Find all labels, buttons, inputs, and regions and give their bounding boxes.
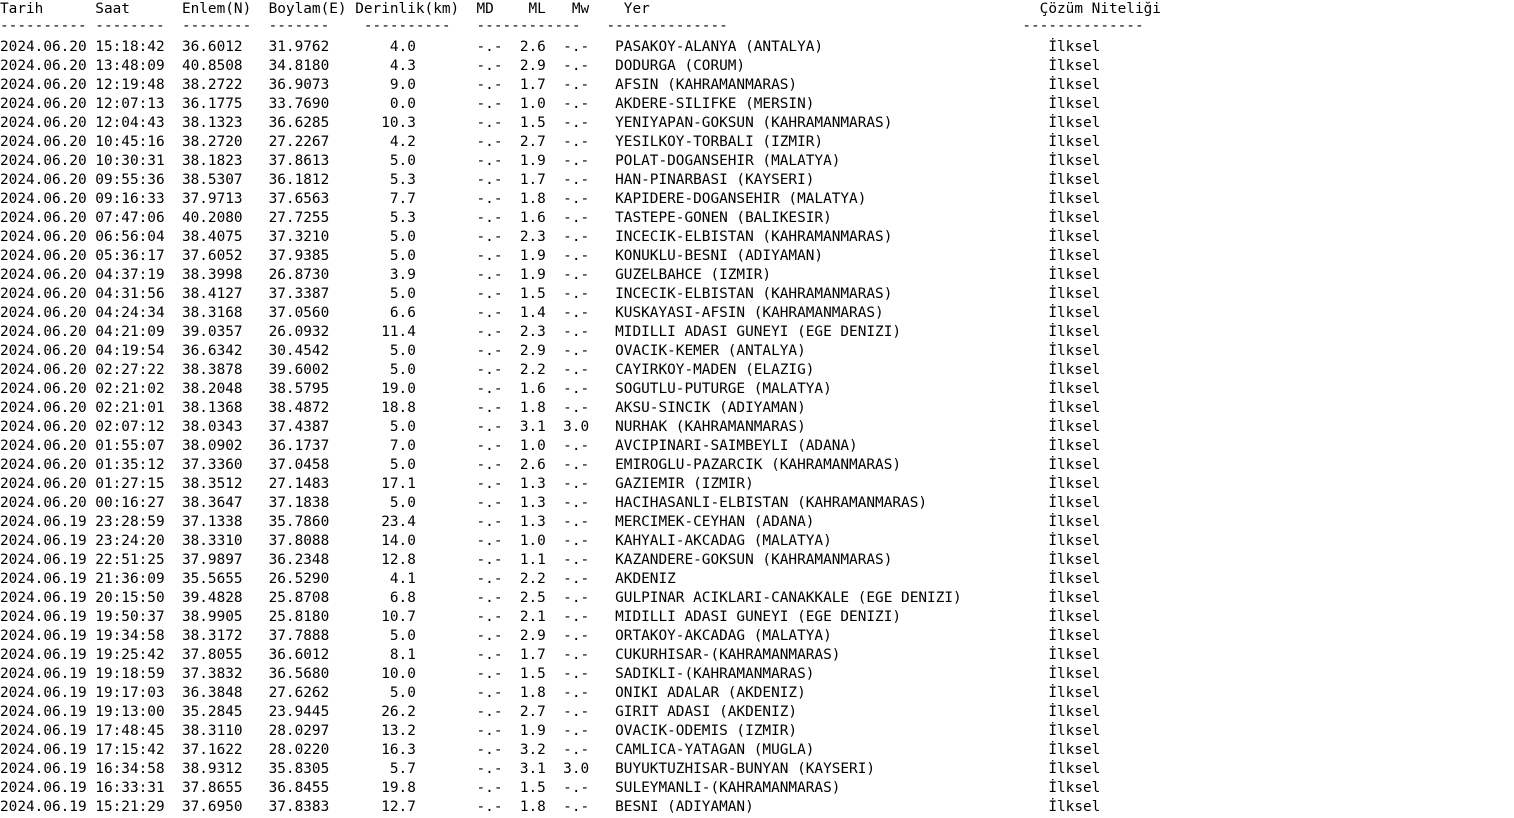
table-row: 2024.06.20 10:30:31 38.1823 37.8613 5.0 -.- 1.9 -.- POLAT-DOGANSEHIR (MALATYA) İlksel [0,153,1101,169]
table-row: 2024.06.20 02:07:12 38.0343 37.4387 5.0 -.- 3.1 3.0 NURHAK (KAHRAMANMARAS) İlksel [0,419,1101,435]
table-row: 2024.06.20 12:07:13 36.1775 33.7690 0.0 -.- 1.0 -.- AKDERE-SILIFKE (MERSIN) İlksel [0,96,1101,112]
table-row: 2024.06.19 16:34:58 38.9312 35.8305 5.7 -.- 3.1 3.0 BUYUKTUZHISAR-BUNYAN (KAYSERI) İlksel [0,761,1101,777]
table-row: 2024.06.19 19:17:03 36.3848 27.6262 5.0 -.- 1.8 -.- ONIKI ADALAR (AKDENIZ) İlksel [0,685,1101,701]
table-row: 2024.06.20 12:19:48 38.2722 36.9073 9.0 -.- 1.7 -.- AFSIN (KAHRAMANMARAS) İlksel [0,77,1101,93]
table-row: 2024.06.20 10:45:16 38.2720 27.2267 4.2 -.- 2.7 -.- YESILKOY-TORBALI (IZMIR) İlksel [0,134,1101,150]
table-row: 2024.06.20 04:24:34 38.3168 37.0560 6.6 -.- 1.4 -.- KUSKAYASI-AFSIN (KAHRAMANMARAS) İlksel [0,305,1101,321]
table-row: 2024.06.20 07:47:06 40.2080 27.7255 5.3 -.- 1.6 -.- TASTEPE-GONEN (BALIKESIR) İlksel [0,210,1101,226]
table-row: 2024.06.20 05:36:17 37.6052 37.9385 5.0 -.- 1.9 -.- KONUKLU-BESNI (ADIYAMAN) İlksel [0,248,1101,264]
table-row: 2024.06.19 20:15:50 39.4828 25.8708 6.8 -.- 2.5 -.- GULPINAR ACIKLARI-CANAKKALE (EGE DENIZI) İlksel [0,590,1101,606]
separator-row: ---------- -------- -------- ------- ---------- ------------ -------------- -------------- [0,18,1144,34]
table-row: 2024.06.20 12:04:43 38.1323 36.6285 10.3 -.- 1.5 -.- YENIYAPAN-GOKSUN (KAHRAMANMARAS) İlksel [0,115,1101,131]
table-row: 2024.06.19 19:50:37 38.9905 25.8180 10.7 -.- 2.1 -.- MIDILLI ADASI GUNEYI (EGE DENIZI) İlksel [0,609,1101,625]
table-row: 2024.06.19 17:15:42 37.1622 28.0220 16.3 -.- 3.2 -.- CAMLICA-YATAGAN (MUGLA) İlksel [0,742,1101,758]
table-row: 2024.06.20 00:16:27 38.3647 37.1838 5.0 -.- 1.3 -.- HACIHASANLI-ELBISTAN (KAHRAMANMARAS) İlksel [0,495,1101,511]
table-row: 2024.06.20 01:35:12 37.3360 37.0458 5.0 -.- 2.6 -.- EMIROGLU-PAZARCIK (KAHRAMANMARAS) İlksel [0,457,1101,473]
table-row: 2024.06.20 01:27:15 38.3512 27.1483 17.1 -.- 1.3 -.- GAZIEMIR (IZMIR) İlksel [0,476,1101,492]
table-row: 2024.06.20 02:27:22 38.3878 39.6002 5.0 -.- 2.2 -.- CAYIRKOY-MADEN (ELAZIG) İlksel [0,362,1101,378]
table-row: 2024.06.19 21:36:09 35.5655 26.5290 4.1 -.- 2.2 -.- AKDENIZ İlksel [0,571,1101,587]
table-row: 2024.06.20 04:21:09 39.0357 26.0932 11.4 -.- 2.3 -.- MIDILLI ADASI GUNEYI (EGE DENIZI) İlksel [0,324,1101,340]
table-row: 2024.06.20 06:56:04 38.4075 37.3210 5.0 -.- 2.3 -.- INCECIK-ELBISTAN (KAHRAMANMARAS) İlksel [0,229,1101,245]
table-row: 2024.06.20 01:55:07 38.0902 36.1737 7.0 -.- 1.0 -.- AVCIPINARI-SAIMBEYLI (ADANA) İlksel [0,438,1101,454]
table-row: 2024.06.20 04:19:54 36.6342 30.4542 5.0 -.- 2.9 -.- OVACIK-KEMER (ANTALYA) İlksel [0,343,1101,359]
table-row: 2024.06.19 19:18:59 37.3832 36.5680 10.0 -.- 1.5 -.- SADIKLI-(KAHRAMANMARAS) İlksel [0,666,1101,682]
table-row: 2024.06.19 22:51:25 37.9897 36.2348 12.8 -.- 1.1 -.- KAZANDERE-GOKSUN (KAHRAMANMARAS) İlksel [0,552,1101,568]
header-row: Tarih Saat Enlem(N) Boylam(E) Derinlik(km) MD ML Mw Yer Çözüm Niteliği [0,1,1161,17]
table-row: 2024.06.19 23:28:59 37.1338 35.7860 23.4 -.- 1.3 -.- MERCIMEK-CEYHAN (ADANA) İlksel [0,514,1101,530]
table-row: 2024.06.20 13:48:09 40.8508 34.8180 4.3 -.- 2.9 -.- DODURGA (CORUM) İlksel [0,58,1101,74]
table-row: 2024.06.20 15:18:42 36.6012 31.9762 4.0 -.- 2.6 -.- PASAKOY-ALANYA (ANTALYA) İlksel [0,39,1101,55]
table-row: 2024.06.20 09:16:33 37.9713 37.6563 7.7 -.- 1.8 -.- KAPIDERE-DOGANSEHIR (MALATYA) İlksel [0,191,1101,207]
table-row: 2024.06.20 02:21:01 38.1368 38.4872 18.8 -.- 1.8 -.- AKSU-SINCIK (ADIYAMAN) İlksel [0,400,1101,416]
table-row: 2024.06.20 04:37:19 38.3998 26.8730 3.9 -.- 1.9 -.- GUZELBAHCE (IZMIR) İlksel [0,267,1101,283]
table-row: 2024.06.20 02:21:02 38.2048 38.5795 19.0 -.- 1.6 -.- SOGUTLU-PUTURGE (MALATYA) İlksel [0,381,1101,397]
table-row: 2024.06.20 04:31:56 38.4127 37.3387 5.0 -.- 1.5 -.- INCECIK-ELBISTAN (KAHRAMANMARAS) İlksel [0,286,1101,302]
table-row: 2024.06.20 09:55:36 38.5307 36.1812 5.3 -.- 1.7 -.- HAN-PINARBASI (KAYSERI) İlksel [0,172,1101,188]
table-row: 2024.06.19 16:33:31 37.8655 36.8455 19.8 -.- 1.5 -.- SULEYMANLI-(KAHRAMANMARAS) İlksel [0,780,1101,796]
table-row: 2024.06.19 17:48:45 38.3110 28.0297 13.2 -.- 1.9 -.- OVACIK-ODEMIS (IZMIR) İlksel [0,723,1101,739]
table-row: 2024.06.19 19:25:42 37.8055 36.6012 8.1 -.- 1.7 -.- CUKURHISAR-(KAHRAMANMARAS) İlksel [0,647,1101,663]
table-row: 2024.06.19 15:21:29 37.6950 37.8383 12.7 -.- 1.8 -.- BESNI (ADIYAMAN) İlksel [0,799,1101,815]
table-row: 2024.06.19 19:34:58 38.3172 37.7888 5.0 -.- 2.9 -.- ORTAKOY-AKCADAG (MALATYA) İlksel [0,628,1101,644]
table-row: 2024.06.19 19:13:00 35.2845 23.9445 26.2 -.- 2.7 -.- GIRIT ADASI (AKDENIZ) İlksel [0,704,1101,720]
table-row: 2024.06.19 23:24:20 38.3310 37.8088 14.0 -.- 1.0 -.- KAHYALI-AKCADAG (MALATYA) İlksel [0,533,1101,549]
